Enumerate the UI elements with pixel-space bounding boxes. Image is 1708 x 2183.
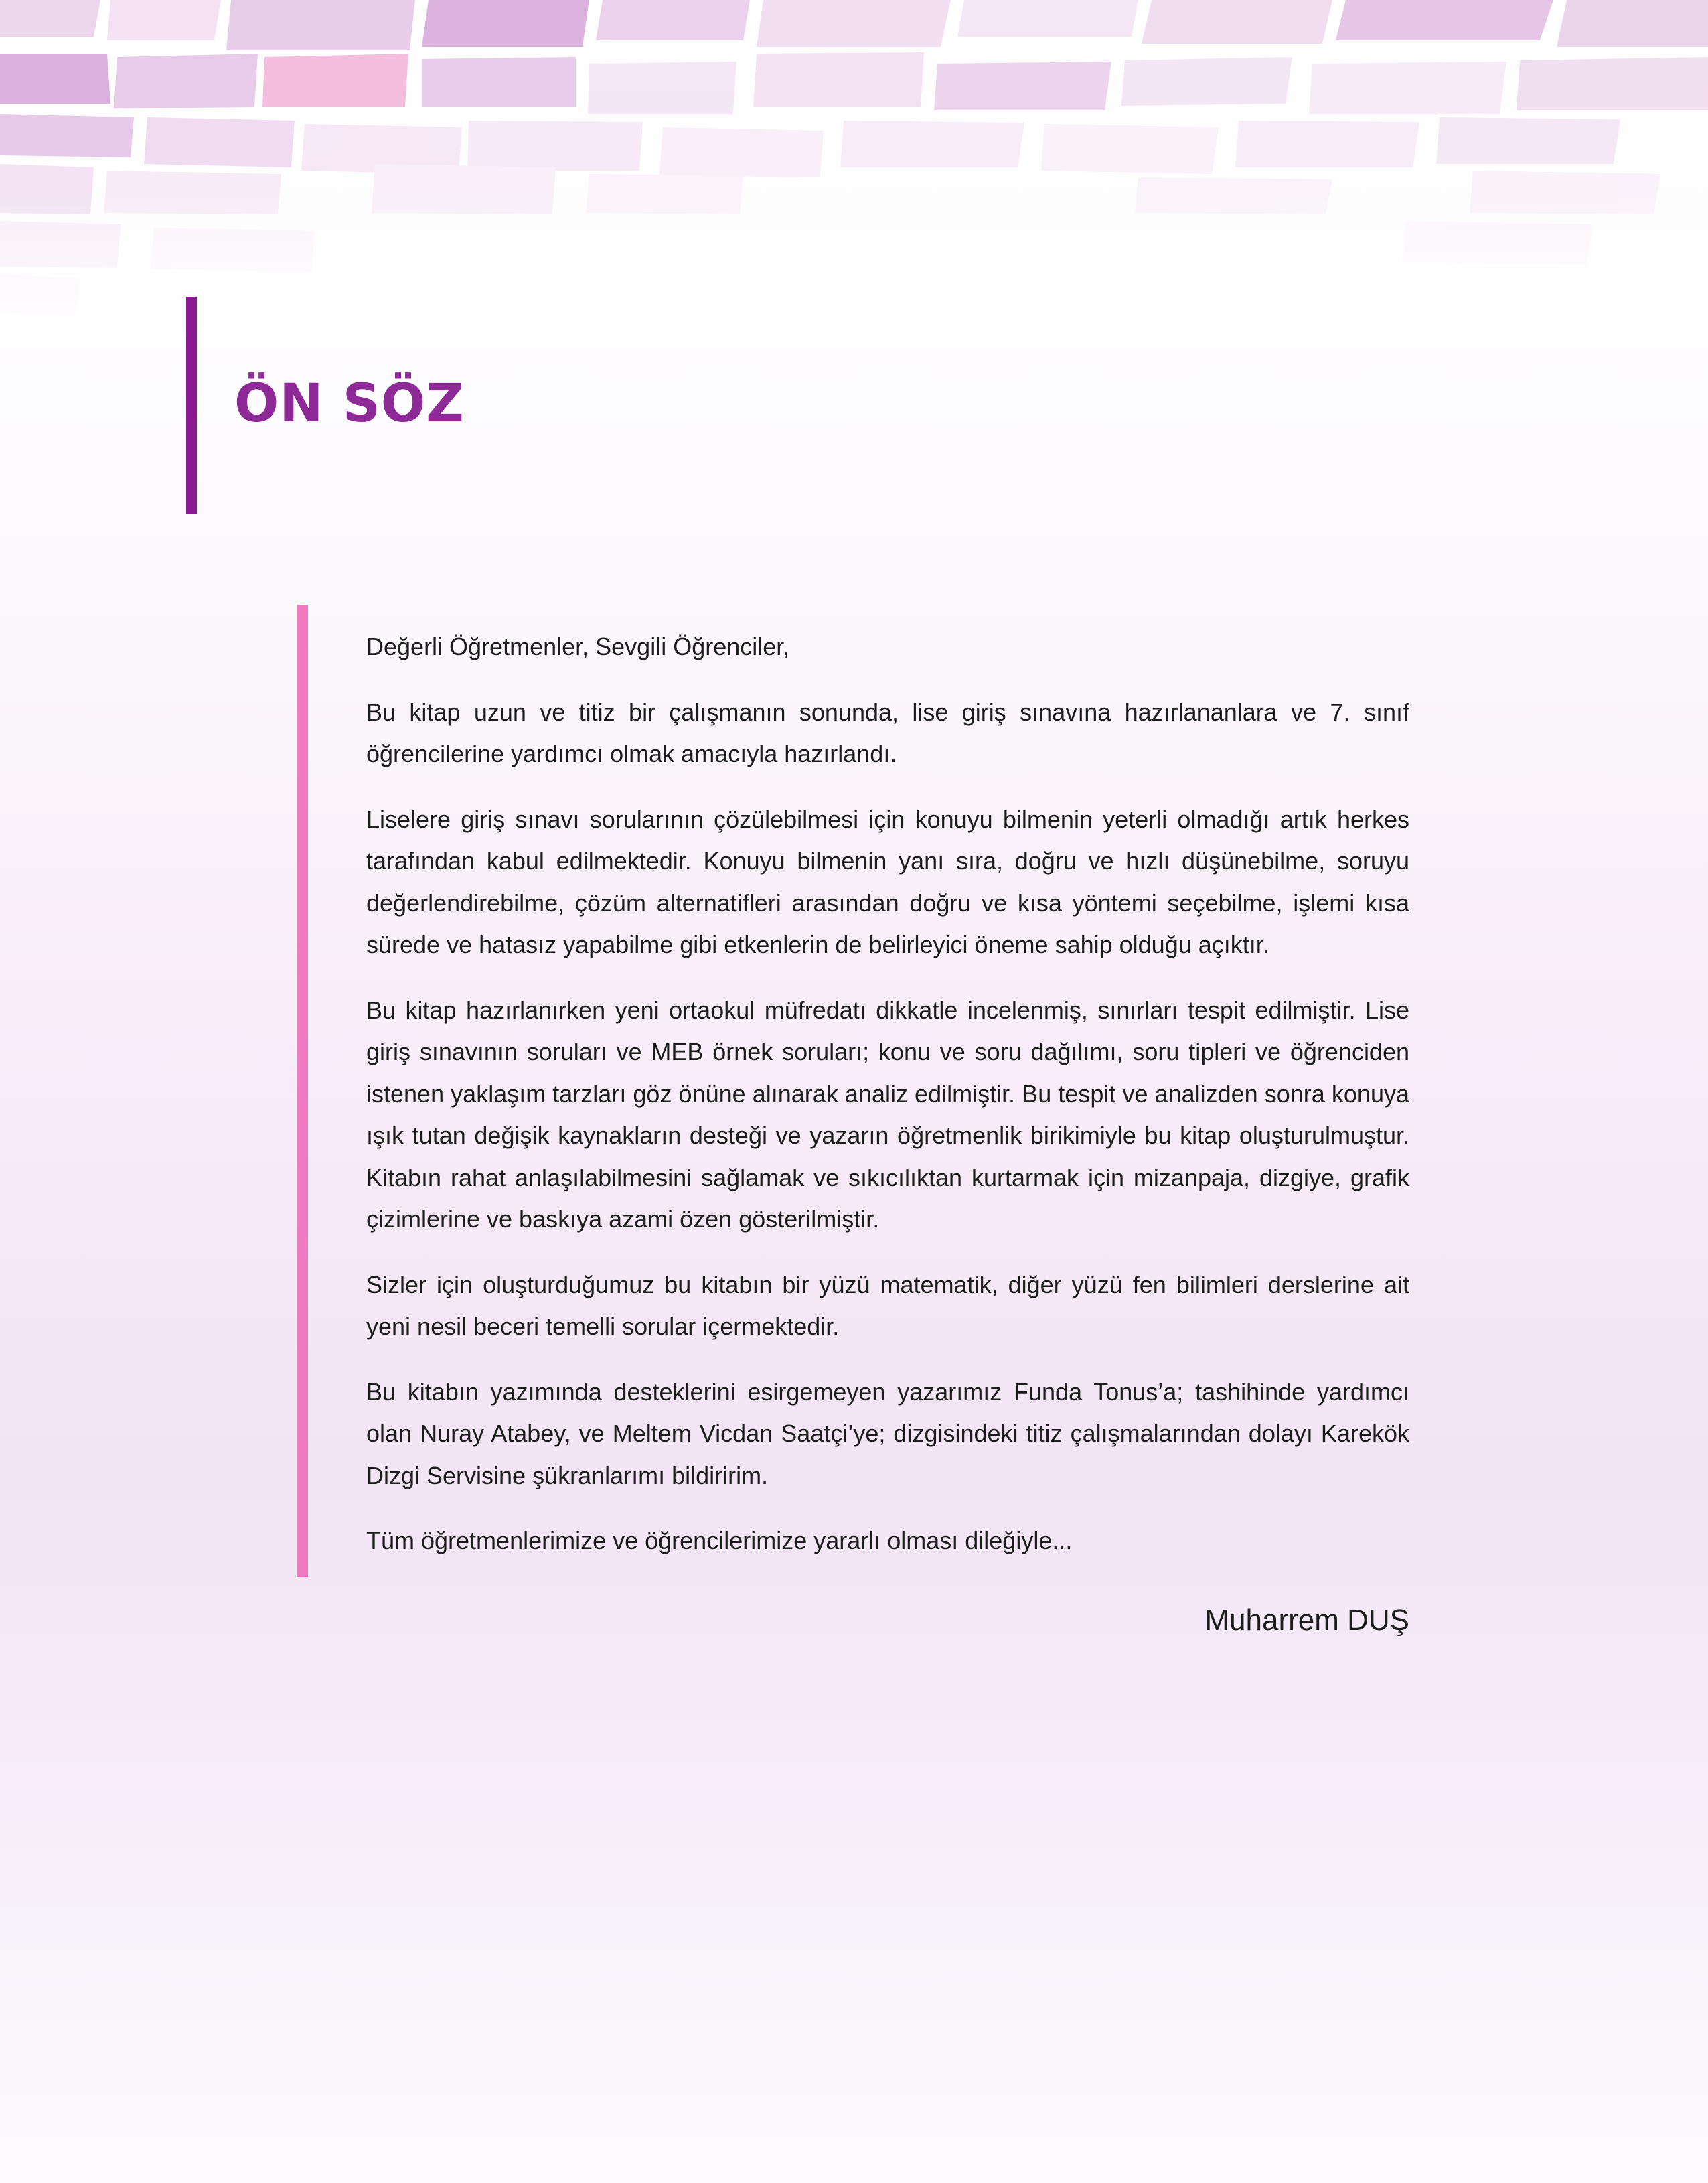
paragraph-5: Bu kitabın yazımında desteklerini esirgemeyen yazarımız Funda Tonus’a; tashihinde yardımcı olan Nuray Atabey, ve Meltem Vicdan Saatçi’ye; dizgisindeki titiz çalışmalarından dolayı Karekök Dizgi Servisine şükranlarımı bildiririm. — [366, 1377, 1409, 1489]
paragraph-6: Tüm öğretmenlerimize ve öğrencilerimize yararlı olması dileğiyle... — [366, 1527, 1073, 1554]
paragraph-2: Liselere giriş sınavı sorularının çözülebilmesi için konuyu bilmenin yeterli olmadığı artık herkes tarafından kabul edilmektedir. Konuyu bilmenin yanı sıra, doğru ve hızlı düşünebilme, soruyu değerlendirebilme, çözüm alternatifleri arasından doğru ve kısa yöntemi seçebilme, işlemi kısa sürede ve hatasız yapabilme gibi etkenlerin de belirleyici öneme sahip olduğu açıktır. — [366, 805, 1409, 958]
header-decoration — [0, 0, 1708, 348]
text-accent-bar — [297, 605, 308, 1577]
author-signature: Muharrem DUŞ — [1205, 1604, 1409, 1637]
paragraph-3: Bu kitap hazırlanırken yeni ortaokul müfredatı dikkatle incelenmiş, sınırları tespit edilmiştir. Lise giriş sınavının soruları ve MEB örnek soruları; konu ve soru dağılımı, soru tipleri ve öğrenciden istenen yaklaşım tarzları göz önüne alınarak analiz edilmiştir. Bu tespit ve analizden sonra konuya ışık tutan değişik kaynakların desteği ve yazarın öğretmenlik birikimiyle bu kitap oluşturulmuştur. Kitabın rahat anlaşılabilmesini sağlamak ve sıkıcılıktan kurtarmak için mizanpaja, dizgiye, grafik çizimlerine ve baskıya azami özen gösterilmiştir. — [366, 996, 1409, 1233]
page-title: ÖN SÖZ — [234, 374, 465, 434]
paragraph-4: Sizler için oluşturduğumuz bu kitabın bir yüzü matematik, diğer yüzü fen bilimleri derslerine ait yeni nesil beceri temelli sorular içermektedir. — [366, 1270, 1409, 1340]
greeting: Değerli Öğretmenler, Sevgili Öğrenciler, — [366, 633, 790, 660]
title-accent-bar — [186, 297, 197, 514]
body-text — [366, 626, 1409, 1586]
paragraph-1: Bu kitap uzun ve titiz bir çalışmanın sonunda, lise giriş sınavına hazırlananlara ve 7. sınıf öğrencilerine yardımcı olmak amacıyla hazırlandı. — [366, 698, 1409, 767]
